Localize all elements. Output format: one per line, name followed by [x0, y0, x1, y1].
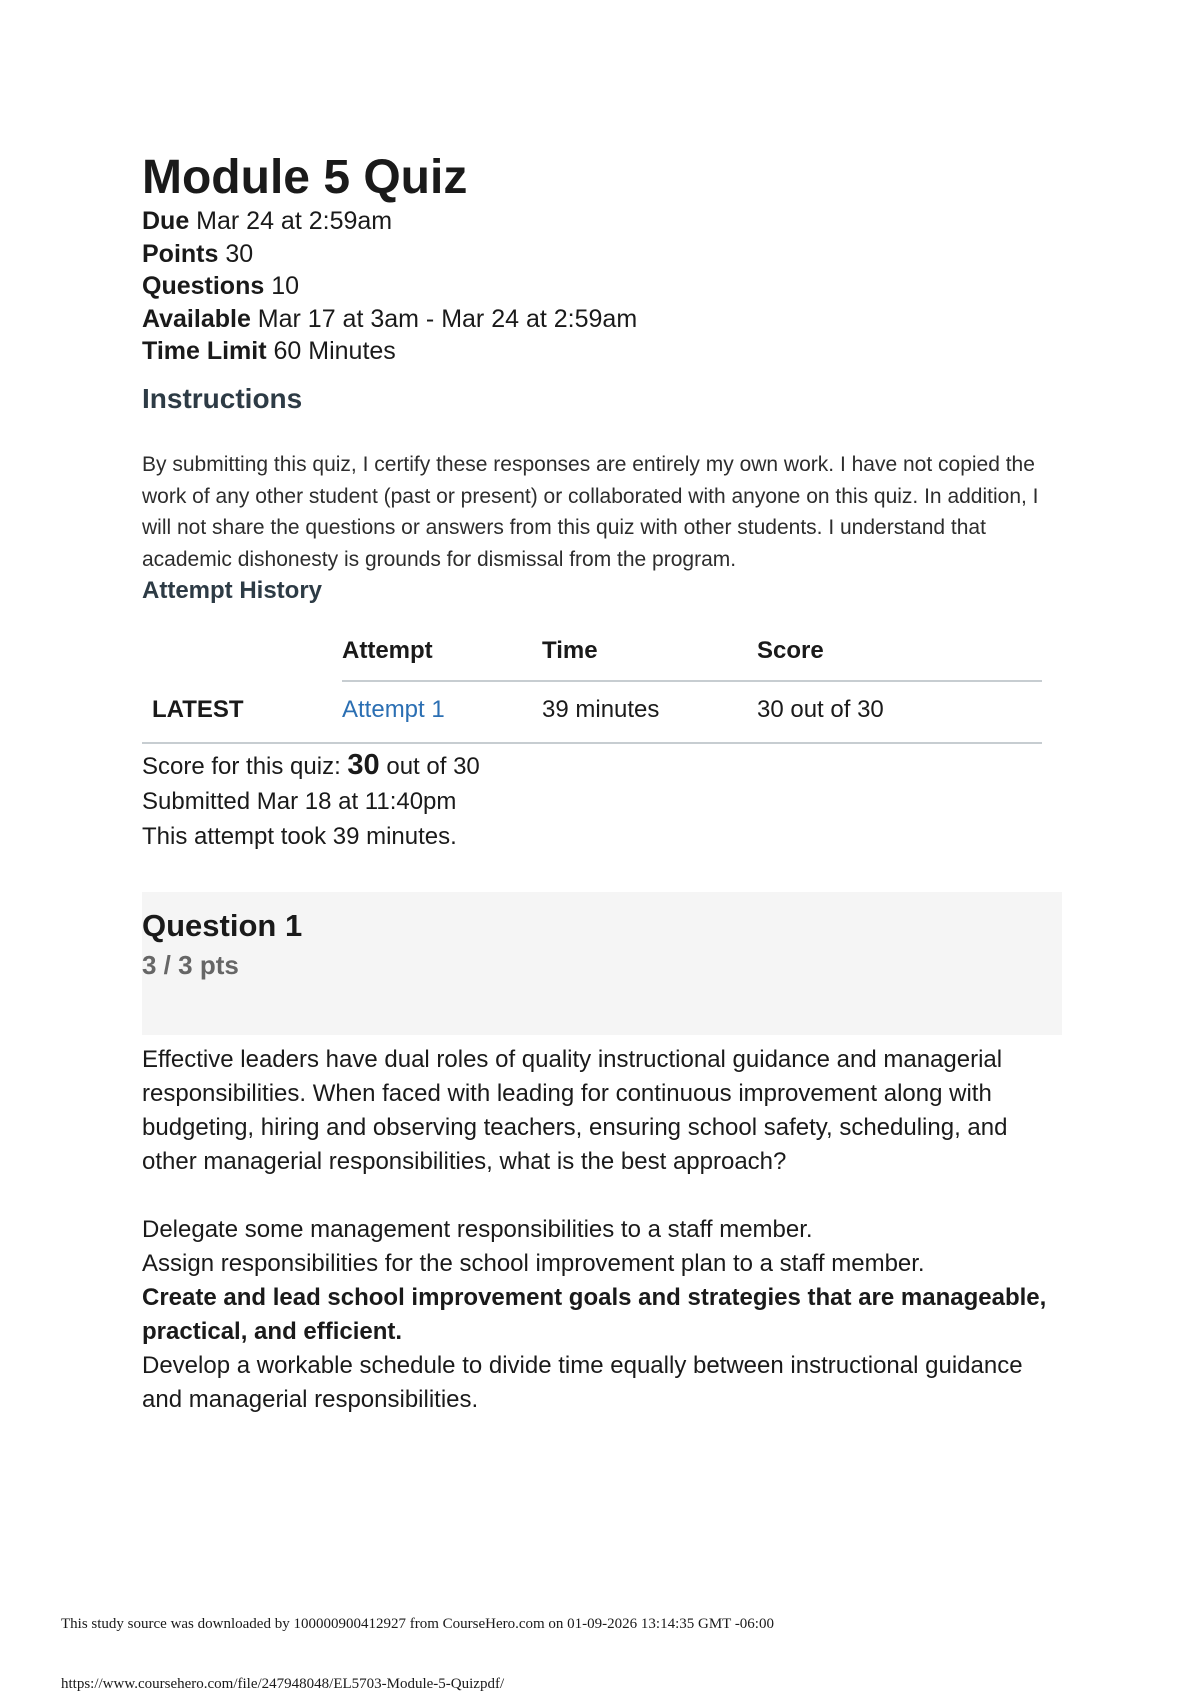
- meta-points: [142, 238, 1067, 271]
- attempt-time: 39 minutes: [542, 681, 757, 743]
- header-attempt: Attempt: [342, 636, 542, 681]
- table-header-row: [142, 636, 1042, 681]
- question-text: Effective leaders have dual roles of quality instructional guidance and managerial responsibilities. When faced with leading for continuous improvement along with budgeting, hiring and observing teachers, ensuring school safety, scheduling, and other managerial responsibilities, what is the best approach?: [142, 1046, 1008, 1176]
- score-label: Score for this quiz:: [142, 753, 348, 781]
- quiz-page: [142, 150, 1067, 1417]
- question-title: Question 1: [142, 908, 303, 944]
- download-notice: This study source was downloaded by 100000900412927 from CourseHero.com on 01-09-2026 13:14:35 GMT -06:00: [61, 1616, 774, 1632]
- duration-line: This attempt took 39 minutes.: [142, 823, 457, 851]
- answer-option-correct: Create and lead school improvement goals and strategies that are manageable, practical, and efficient.: [142, 1284, 1047, 1346]
- answer-option: Develop a workable schedule to divide time equally between instructional guidance and managerial responsibilities.: [142, 1352, 1023, 1414]
- score-out-of: out of 30: [379, 753, 480, 781]
- score-line: [142, 748, 1067, 784]
- meta-questions-value: 10: [264, 272, 300, 301]
- meta-questions: [142, 270, 1067, 303]
- question-points: 3 / 3 pts: [142, 950, 239, 981]
- header-score: Score: [757, 636, 1042, 681]
- meta-points-value: 30: [218, 239, 254, 268]
- question-header: [142, 892, 1062, 1035]
- meta-questions-label: Questions: [142, 272, 265, 301]
- meta-time-limit-value: 60 Minutes: [266, 337, 396, 366]
- table-row: [142, 681, 1042, 743]
- answer-list: [142, 1213, 1067, 1417]
- meta-available-label: Available: [142, 304, 251, 333]
- header-blank: [142, 636, 342, 681]
- score-summary: [142, 748, 1067, 854]
- source-url: https://www.coursehero.com/file/247948048/EL5703-Module-5-Quizpdf/: [61, 1676, 505, 1692]
- answer-option: Assign responsibilities for the school improvement plan to a staff member.: [142, 1250, 925, 1278]
- attempt-link[interactable]: Attempt 1: [342, 696, 445, 724]
- meta-time-limit-label: Time Limit: [142, 337, 267, 366]
- quiz-meta: [142, 205, 1067, 368]
- meta-available: [142, 303, 1067, 336]
- meta-points-label: Points: [142, 239, 219, 268]
- meta-available-value: Mar 17 at 3am - Mar 24 at 2:59am: [250, 304, 638, 333]
- attempt-status: LATEST: [142, 681, 342, 743]
- instructions-heading: Instructions: [142, 382, 303, 414]
- attempt-history-table: [142, 636, 1042, 744]
- submitted-line: Submitted Mar 18 at 11:40pm: [142, 788, 457, 816]
- instructions-text: By submitting this quiz, I certify these responses are entirely my own work. I have not copied the work of any other student (past or present) or collaborated with anyone on this quiz. In addition, I will not share the questions or answers from this quiz with other students. I understand that academic dishonesty is grounds for dismissal from the program.: [142, 453, 1039, 571]
- attempt-cell: [342, 681, 542, 743]
- attempt-score: 30 out of 30: [757, 681, 1042, 743]
- meta-due-value: Mar 24 at 2:59am: [189, 207, 393, 236]
- quiz-title: Module 5 Quiz: [142, 151, 468, 204]
- answer-option: Delegate some management responsibilities to a staff member.: [142, 1216, 813, 1244]
- meta-time-limit: [142, 335, 1067, 368]
- score-value: 30: [347, 749, 380, 782]
- meta-due: [142, 205, 1067, 238]
- header-time: Time: [542, 636, 757, 681]
- meta-due-label: Due: [142, 207, 190, 236]
- attempt-history-heading: Attempt History: [142, 577, 323, 605]
